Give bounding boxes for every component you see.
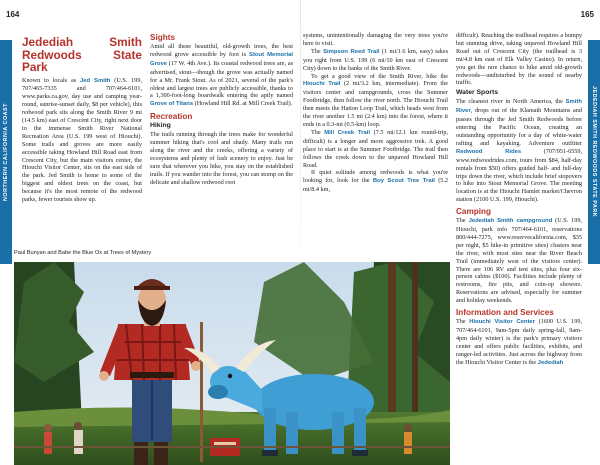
sights-paragraph: Amid all these beautiful, old-growth trees, the best redwood grove accessible by foot is Stout Memorial Grove (17 W. 4th Ave.). Its coastal redwood trees are, as advertised, stout—though the grove was actually named for a Mr. Frank Stout. As of 2021, several of the park's oldest and largest trees are publicly accessible, thanks to a 1,300-foot-long boardwalk entering the aptly named Grove of Titans (Howland Hill Rd. at Mill Creek Trail). (150, 43, 293, 108)
intro-paragraph: Known to locals as Jed Smith (U.S. 199, 707/465-7335 and 707/464-6101, www.parks.ca.gov, day use and camping year-round, sunrise-sunset daily, $8 per vehicle), this redwood park sits along the Smith River 9 mi (14.5 km) east of Crescent City, right next door to the immense Smith River National Recreation Area (U.S. 199 west of Hiouchi). Some trails and groves are more easily accessible taking Howland Hill Road east from Crescent City, but the main visitors center, the Hiouchi Visitor Center, sits on the east side of the park. Jed Smith is home to some of the biggest and oldest trees on the coast, but because it's the most remote of the redwood parks, fewer tourists show up. (22, 76, 142, 204)
page-number-right: 165 (580, 10, 594, 19)
section-tab-left: NORTHERN CALIFORNIA COAST (0, 40, 12, 264)
column-2 (150, 32, 293, 187)
park-title: Jedediah Smith Redwoods State Park (22, 35, 142, 74)
information-paragraph: The Hiouchi Visitor Center (1600 U.S. 199, 707/464-6101, 9am-5pm daily spring-fall, 9am-4pm daily winter) is the park's primary visitors center and offers public facilities, exhibits, and ranger-led activities. Just across the highway from the Hiouchi Visitor Center is the Jedediah (456, 318, 582, 366)
column-3 (303, 32, 448, 194)
information-heading: Information and Services (456, 308, 554, 318)
sights-heading: Sights (150, 33, 176, 42)
hiking-paragraph: The trails running through the trees make for wonderful summer hiking that's cool and shady. Many trails run along the river and the creeks, offering a variety of ecosystems and plenty of lush scenery to enjoy. Just be sure that wherever you hike, you stay on the established trails. If you wander into the forest, you can stomp on the delicate and shallow redwood root (150, 131, 293, 186)
smith-river-link[interactable]: Smith River (456, 99, 582, 115)
mill-creek-link[interactable]: Mill Creek Trail (324, 129, 371, 136)
recreation-heading: Recreation (150, 112, 193, 122)
hiouchi-trail-paragraph: To get a good view of the Smith River, hike the Hiouchi Trail (2 mi/3.2 km, intermediate). From the visitors center and campgrounds, cross the Summer Footbridge, then follow the river north. The Hiouchi Trail then meets the Hatton Loop Trail, which heads west from the river another 1.5 mi (2.4 km) into the forest, where it ends in a 0.3-mi (0.5-km) loop. (303, 72, 448, 128)
stout-grove-link[interactable]: Stout Memorial Grove (150, 51, 293, 67)
visitor-center-link[interactable]: Hiouchi Visitor Center (469, 319, 536, 326)
hiking-heading: Hiking (150, 122, 171, 130)
boy-scout-continued: difficult). Reaching the trailhead requires a bumpy but stunning drive, taking unpaved Howland Hill Road out of Crescent City (the trailhead is 3 mi/4.8 km east of Elk Valley Casino). In return, you get the rare chance to hike amid old-growth redwoods—undisturbed by the sound of nearby traffic. (456, 32, 582, 87)
redwood-rides-link[interactable]: Redwood Rides (456, 148, 522, 155)
column-4 (456, 32, 582, 368)
page-number-left: 164 (6, 10, 20, 19)
simpson-reed-paragraph: The Simpson Reed Trail (1 mi/1.6 km, easy) takes you right from U.S. 199 (6 mi/10 km east of Crescent City) down to the banks of the Smith River. (303, 47, 448, 72)
camping-heading: Camping (456, 207, 492, 217)
page-gutter (300, 0, 301, 250)
campground-link[interactable]: Jedediah Smith campground (468, 218, 553, 225)
paul-bunyan-photo (14, 262, 450, 465)
photo-caption: Paul Bunyan and Babe the Blue Ox at Trees of Mystery (14, 250, 152, 256)
boy-scout-link[interactable]: Boy Scout Tree Trail (372, 178, 435, 185)
boy-scout-paragraph: If quiet solitude among redwoods is what you're looking for, look for the Boy Scout Tree Trail (5.2 mi/8.4 km, (303, 169, 449, 194)
hiouchi-trail-link[interactable]: Hiouchi Trail (303, 81, 341, 88)
water-sports-heading: Water Sports (456, 89, 499, 97)
column-1 (22, 36, 142, 204)
grove-of-titans-link[interactable]: Grove of Titans (150, 101, 194, 108)
simpson-reed-link[interactable]: Simpson Reed Trail (323, 48, 380, 55)
camping-paragraph: The Jedediah Smith campground (U.S. 199, Hiouchi, park info 707/464-6101, reservations 800/444-7275, www.reservecalifornia.com, $35 per night, $5 hike-in primitive sites) clusters near the river, with most sites near the River Beach Trail (immediately west of the visitors center). There are 106 RV and tent sites, plus four six-person cabins ($100). Facilities include plenty of restrooms, fire pits, and coin-op showers. Reservations are advised, especially for summer and holiday weekends. (456, 217, 582, 305)
section-tab-right: JEDEDIAH SMITH REDWOODS STATE PARK (588, 40, 600, 264)
water-sports-paragraph: The cleanest river in North America, the Smith River, drops out of the Klamath Mountains and passes through the Jed Smith Redwoods before entering the Pacific Ocean, creating an outstanding opportunity for a day of white-water rafting and kayaking. Adventure outfitter Redwood Rides (707/951-6559, www.redwoodrides.com, tours from $84, half-day rentals from $50) offers guided half- and full-day trips down the river, which include brief stopovers to hike into Stout Memorial Grove. The meeting location is at the Hiouchi Hamlet market/Chevron station (2100 U.S. 199, Hiouchi). (456, 98, 582, 204)
jed-smith-link[interactable]: Jed Smith (79, 77, 111, 84)
trail-intro-paragraph: systems, unintentionally damaging the very trees you're here to visit. (303, 32, 448, 47)
jedediah-link[interactable]: Jedediah (537, 359, 564, 366)
mill-creek-paragraph: The Mill Creek Trail (7.5 mi/12.1 km round-trip, difficult) is a longer and more aggressive trek. A good place to start is at the Summer Footbridge. The trail then follows the creek down to the unpaved Howland Hill Road. (303, 128, 448, 169)
